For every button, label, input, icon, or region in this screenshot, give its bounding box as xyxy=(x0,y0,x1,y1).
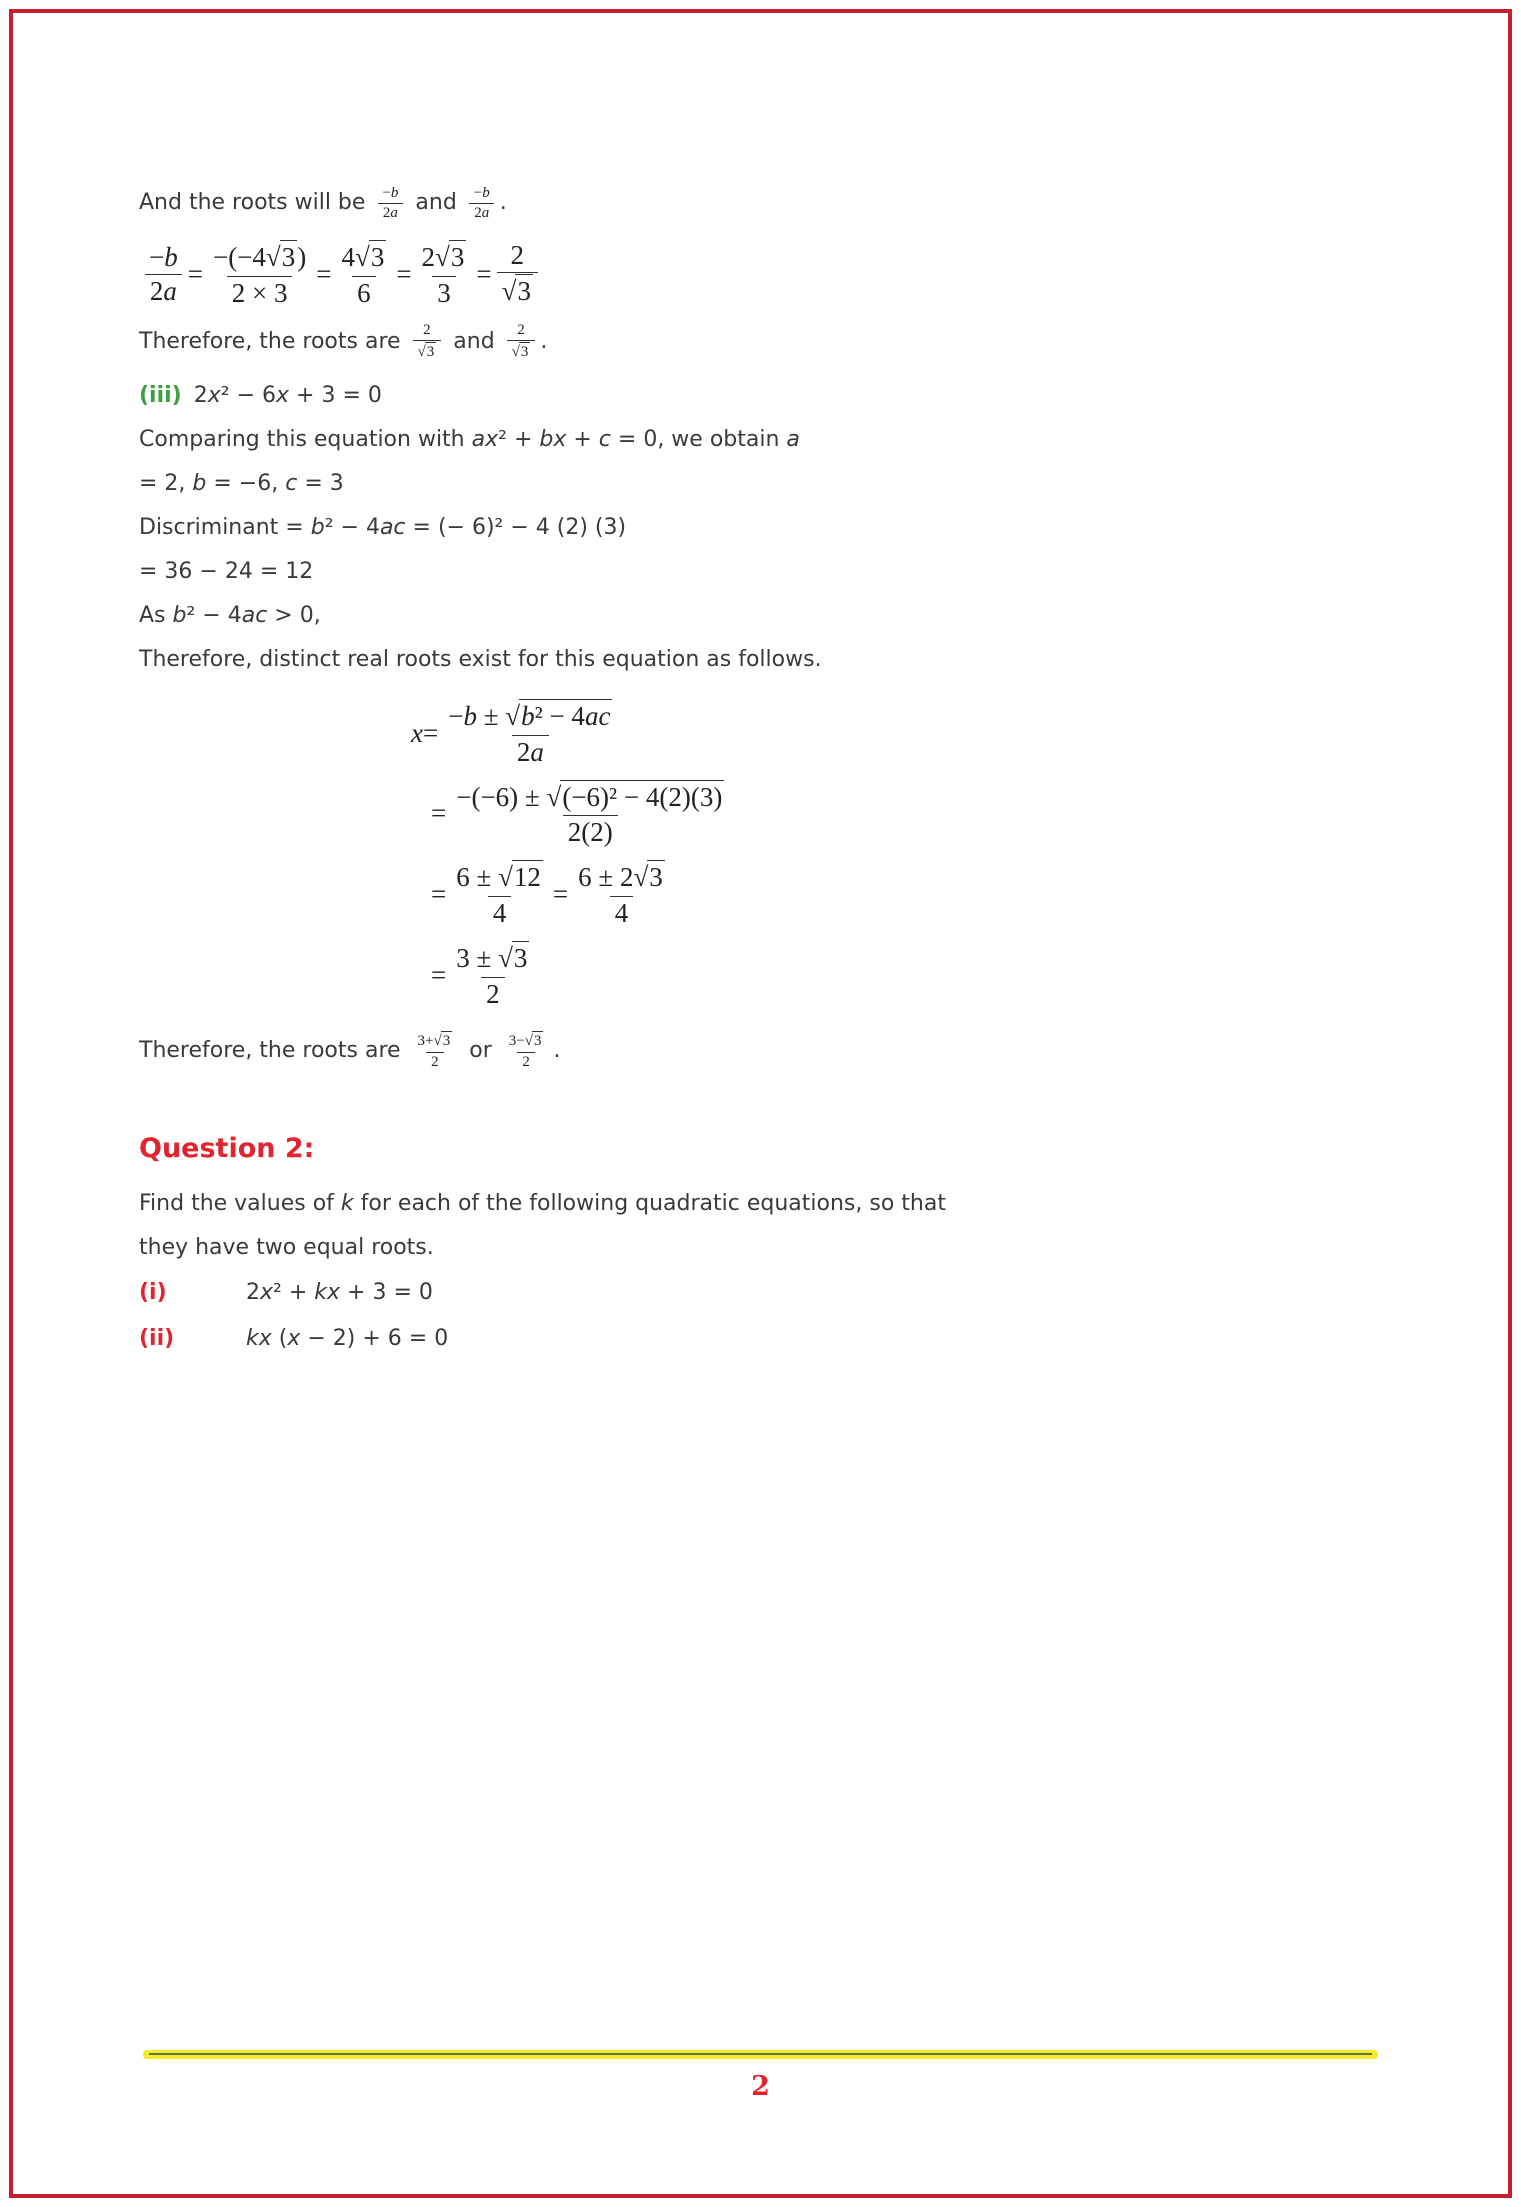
radicand xyxy=(280,240,298,275)
paragraph-comparing xyxy=(139,418,1378,462)
math-variable: b xyxy=(164,241,178,272)
math-text: −(−6) ± xyxy=(456,781,547,812)
denominator xyxy=(378,203,403,223)
math-text: 12 xyxy=(513,862,541,893)
math-variable: a xyxy=(786,426,800,452)
math-variable: a xyxy=(390,204,398,221)
square-root xyxy=(498,862,543,892)
equation-row-1 xyxy=(411,698,1378,769)
fraction xyxy=(144,241,183,308)
square-root xyxy=(502,276,533,306)
numerator xyxy=(469,184,495,203)
math-variable: b xyxy=(310,514,325,540)
math-text: 3 xyxy=(517,276,531,307)
item-ii-label: (ii) xyxy=(139,1325,175,1351)
math-text: = xyxy=(187,258,203,289)
math-variable: a xyxy=(481,204,490,221)
math-variable: x xyxy=(276,382,290,408)
math-text: 6 ± xyxy=(456,862,499,893)
math-text: And the roots will be xyxy=(139,190,373,215)
radical-sign: √ xyxy=(265,242,281,272)
math-text: (−6)² − 4(2)(3) xyxy=(562,781,723,812)
item-iii xyxy=(139,374,1378,418)
page-border xyxy=(9,9,1512,2198)
denominator xyxy=(352,276,376,310)
numerator xyxy=(451,940,534,977)
question-2-item-i xyxy=(139,1270,1378,1316)
fraction xyxy=(417,239,472,310)
square-root xyxy=(512,344,531,360)
radicand xyxy=(369,240,387,275)
math-variable: kx xyxy=(314,1279,341,1305)
square-root xyxy=(418,344,437,360)
math-text: = (− 6)² − 4 (2) (3) xyxy=(405,514,627,540)
math-text: − xyxy=(448,700,464,731)
denominator xyxy=(426,1052,444,1072)
square-root xyxy=(498,943,529,973)
math-variable: ac xyxy=(584,700,611,731)
radical-sign: √ xyxy=(524,1033,533,1050)
math-text: 2 xyxy=(517,322,525,339)
numerator xyxy=(504,1030,549,1052)
denominator xyxy=(413,340,442,363)
denominator xyxy=(432,276,456,310)
math-text: 3 xyxy=(442,1033,451,1050)
math-text: 6 xyxy=(357,277,371,308)
radicand xyxy=(647,860,665,895)
math-text: Therefore, distinct real roots exist for this equation as follows. xyxy=(139,646,822,672)
radical-sign: √ xyxy=(511,343,520,360)
square-root xyxy=(633,862,664,892)
denominator xyxy=(481,977,505,1011)
numerator xyxy=(417,239,472,276)
square-root xyxy=(266,242,297,272)
math-text: 4 xyxy=(492,898,507,929)
equation-row-4 xyxy=(411,940,1378,1011)
item-i-label: (i) xyxy=(139,1279,167,1305)
page-footer xyxy=(143,2050,1378,2102)
math-text: 2 xyxy=(421,242,436,272)
radicand xyxy=(449,240,467,275)
math-text: 3 ± xyxy=(456,943,499,974)
math-text: − xyxy=(382,185,391,201)
math-text: 6 ± 2 xyxy=(578,862,634,893)
math-variable: a xyxy=(163,275,177,306)
numerator xyxy=(573,859,670,896)
math-variable: b xyxy=(172,602,187,628)
numerator xyxy=(418,321,436,340)
radicand xyxy=(515,274,533,309)
math-text: they have two equal roots. xyxy=(139,1234,434,1260)
fraction xyxy=(413,321,442,362)
math-text: = 36 − 24 = 12 xyxy=(139,558,314,584)
item-iii-label: (iii) xyxy=(139,382,182,408)
radicand xyxy=(441,1031,453,1051)
denominator xyxy=(497,272,538,310)
radical-sign: √ xyxy=(433,1033,442,1050)
math-text: = 0, we obtain xyxy=(610,426,787,452)
quadratic-formula-block xyxy=(411,698,1378,1011)
radical-sign: √ xyxy=(501,276,517,307)
math-text: ² − 4 xyxy=(324,514,380,540)
math-text: 3 xyxy=(281,242,296,272)
square-root xyxy=(435,242,466,272)
denominator xyxy=(512,735,549,769)
math-variable: ac xyxy=(379,514,406,540)
paragraph-values xyxy=(139,462,1378,506)
math-text: + 3 = 0 xyxy=(289,382,382,408)
item-iii-equation xyxy=(194,383,382,408)
question-2-item-ii xyxy=(139,1316,1378,1362)
radicand xyxy=(512,941,530,976)
divider-center-line xyxy=(149,2053,1372,2055)
denominator xyxy=(227,276,293,310)
paragraph-as-condition xyxy=(139,594,1378,638)
math-text: − xyxy=(149,241,165,272)
math-variable: kx xyxy=(246,1325,272,1351)
math-text: ² − 4 xyxy=(534,700,585,731)
square-root xyxy=(505,701,612,731)
math-variable: b xyxy=(192,470,207,496)
math-variable: b xyxy=(482,185,490,201)
math-variable: a xyxy=(530,736,544,767)
math-text: ² − 6 xyxy=(220,382,277,408)
numerator xyxy=(512,321,530,340)
yellow-divider xyxy=(143,2050,1378,2059)
math-text: 3 xyxy=(520,343,529,360)
fraction xyxy=(469,184,495,222)
math-text: 4 xyxy=(341,242,355,272)
math-variable: x xyxy=(207,382,221,408)
question-2-heading: Question 2: xyxy=(139,1132,315,1164)
math-text: = xyxy=(396,258,412,289)
numerator xyxy=(336,239,391,276)
radicand xyxy=(519,699,612,734)
fraction xyxy=(497,239,538,310)
math-text: . xyxy=(499,190,507,215)
square-root xyxy=(547,782,725,812)
math-text: − 2) + 6 = 0 xyxy=(300,1325,449,1351)
math-variable: k xyxy=(340,1190,354,1216)
numerator xyxy=(451,779,729,816)
fraction xyxy=(377,184,403,222)
math-text: 2 xyxy=(382,204,391,221)
math-text: = xyxy=(422,717,439,748)
radical-sign: √ xyxy=(354,242,370,272)
math-variable: ac xyxy=(241,602,268,628)
math-text: Therefore, the roots are xyxy=(139,328,408,354)
page-content xyxy=(13,13,1508,2194)
math-text: 3 xyxy=(533,1033,542,1050)
math-variable: bx xyxy=(539,426,567,452)
radical-sign: √ xyxy=(435,242,450,272)
math-text: = xyxy=(476,258,492,289)
numerator xyxy=(451,859,548,896)
denominator xyxy=(517,1052,535,1072)
math-text: 2 xyxy=(423,322,431,339)
math-text: 3− xyxy=(508,1033,525,1050)
math-text: 3 xyxy=(513,943,528,974)
math-text: or xyxy=(462,1037,499,1063)
math-text: ) xyxy=(297,242,307,272)
math-text: 2 × 3 xyxy=(231,277,288,308)
math-text: + xyxy=(566,426,599,452)
math-text: 3 xyxy=(426,343,435,360)
math-text: and xyxy=(408,190,464,215)
numerator xyxy=(144,241,183,274)
radical-sign: √ xyxy=(505,700,521,731)
radical-sign: √ xyxy=(498,943,513,974)
numerator xyxy=(208,239,311,276)
paragraph-therefore-roots xyxy=(139,320,1378,364)
equation-row-2 xyxy=(411,779,1378,850)
math-variable: b xyxy=(521,700,535,731)
denominator xyxy=(488,896,512,930)
square-root xyxy=(525,1033,544,1049)
math-text: and xyxy=(446,328,502,354)
math-text: = 3 xyxy=(297,470,344,496)
radical-sign: √ xyxy=(633,862,649,893)
denominator xyxy=(469,203,494,223)
item-i-equation xyxy=(246,1270,433,1316)
math-variable: c xyxy=(598,426,611,452)
math-text: . xyxy=(540,328,548,354)
item-ii-equation xyxy=(246,1316,448,1362)
fraction xyxy=(208,239,311,310)
fraction xyxy=(507,321,536,362)
numerator xyxy=(506,239,530,272)
math-variable: b xyxy=(463,700,477,731)
math-text: 2 xyxy=(149,275,164,306)
math-text: 2 xyxy=(474,204,482,221)
math-text: 4 xyxy=(614,898,629,929)
radical-sign: √ xyxy=(417,343,426,360)
math-text: ² + xyxy=(273,1279,315,1305)
math-text: 3 xyxy=(649,862,663,893)
math-variable: b xyxy=(390,185,399,201)
radicand xyxy=(560,780,724,815)
equation-roots-chain xyxy=(139,239,1378,310)
fraction xyxy=(451,779,729,850)
numerator xyxy=(377,184,403,203)
question-2-text-line-1 xyxy=(139,1182,1378,1226)
square-root xyxy=(434,1033,453,1049)
fraction xyxy=(443,698,617,769)
math-text: 2(2) xyxy=(567,817,613,848)
radicand xyxy=(425,342,437,362)
math-text: = −6, xyxy=(206,470,286,496)
paragraph-therefore-final xyxy=(139,1029,1378,1073)
math-text: 2 xyxy=(516,736,531,767)
fraction xyxy=(451,859,548,930)
math-text: −(−4 xyxy=(212,242,266,272)
math-text: for each of the following quadratic equations, so that xyxy=(353,1190,946,1216)
math-text: 3+ xyxy=(417,1033,434,1050)
radical-sign: √ xyxy=(498,862,513,893)
denominator xyxy=(610,896,634,930)
denominator xyxy=(507,340,536,363)
math-text: 3 xyxy=(450,242,465,272)
paragraph-roots-intro xyxy=(139,181,1378,225)
fraction xyxy=(451,940,534,1011)
math-variable: ax xyxy=(471,426,499,452)
radicand xyxy=(519,342,531,362)
math-text: ( xyxy=(271,1325,288,1351)
math-text: 2 xyxy=(246,1279,260,1305)
math-text: 2 xyxy=(510,240,525,270)
math-text: + 3 = 0 xyxy=(340,1279,433,1305)
math-text: 3 xyxy=(370,242,385,272)
math-text: Comparing this equation with xyxy=(139,426,472,452)
math-text: ² − 4 xyxy=(186,602,242,628)
math-text: = xyxy=(431,798,447,829)
radicand xyxy=(532,1031,544,1051)
paragraph-result xyxy=(139,550,1378,594)
math-text: − xyxy=(473,185,483,201)
math-text: 2 xyxy=(193,382,208,408)
paragraph-discriminant xyxy=(139,506,1378,550)
math-variable: x xyxy=(411,717,423,748)
math-text: ² + xyxy=(498,426,540,452)
math-text: > 0, xyxy=(267,602,321,628)
square-root xyxy=(355,242,386,272)
radical-sign: √ xyxy=(546,781,562,812)
math-text: = xyxy=(316,258,332,289)
math-text: . xyxy=(553,1037,561,1063)
numerator xyxy=(413,1030,458,1052)
question-2-text-line-2 xyxy=(139,1226,1378,1270)
paragraph-distinct-roots xyxy=(139,638,1378,682)
math-variable: c xyxy=(285,470,298,496)
denominator xyxy=(563,815,618,849)
math-text: = xyxy=(552,879,569,910)
fraction xyxy=(504,1030,549,1071)
math-text: ± xyxy=(476,700,506,731)
page-number: 2 xyxy=(751,2071,770,2102)
math-text: 2 xyxy=(431,1054,439,1071)
math-text: As xyxy=(139,602,173,628)
equation-row-3 xyxy=(411,859,1378,930)
radicand xyxy=(512,860,543,895)
math-text: = 2, xyxy=(139,470,193,496)
math-text: 2 xyxy=(522,1054,530,1071)
math-variable: x xyxy=(260,1279,274,1305)
math-variable: x xyxy=(287,1325,301,1351)
math-text: 2 xyxy=(486,978,500,1009)
fraction xyxy=(413,1030,458,1071)
fraction xyxy=(573,859,670,930)
denominator xyxy=(145,274,182,308)
math-text: 3 xyxy=(437,277,451,308)
math-text: Discriminant = xyxy=(139,514,311,540)
numerator xyxy=(443,698,617,735)
math-text: Find the values of xyxy=(139,1190,341,1216)
math-text: = xyxy=(431,879,447,910)
fraction xyxy=(336,239,391,310)
math-text: Therefore, the roots are xyxy=(139,1037,408,1063)
math-text: = xyxy=(431,960,447,991)
